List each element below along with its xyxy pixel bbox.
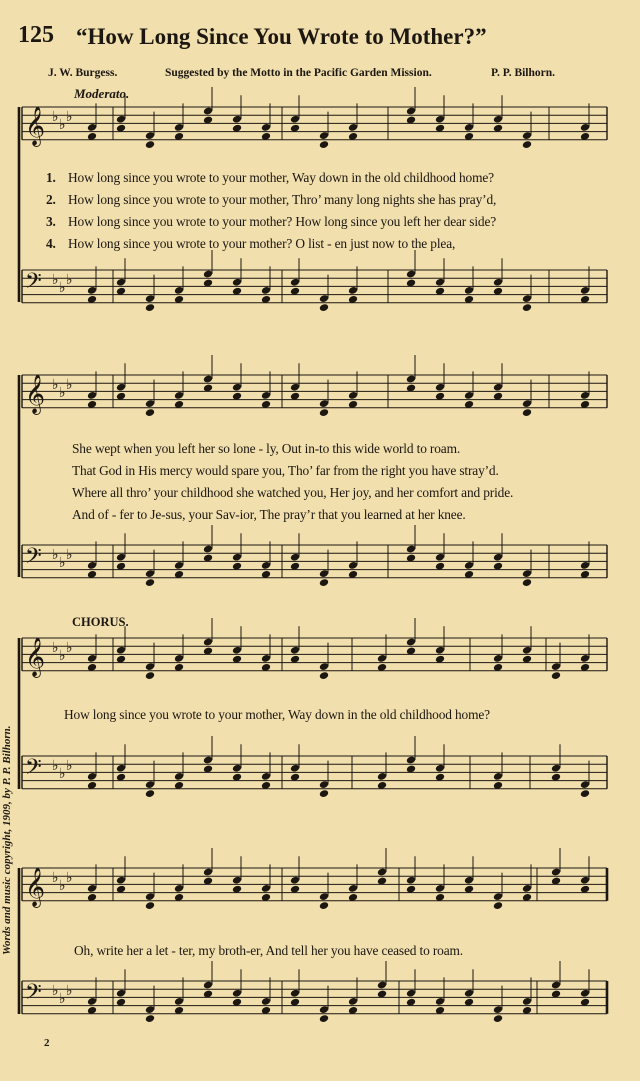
flat-icon: ♭ [66,547,73,563]
verse-number: 2. [46,192,56,207]
verse-line [46,192,496,208]
notehead [145,789,155,798]
notehead [319,303,329,312]
notehead [522,578,532,587]
verse-text: That God in His mercy would spare you, Tho’ far from the right you have stray’d. [72,463,499,478]
verse-text: How long since you wrote to your mother, Way down in the old childhood home? [68,170,494,185]
treble-clef-icon: 𝄞 [25,374,46,414]
flat-icon: ♭ [66,640,73,656]
chorus-text: Oh, write her a let - ter, my broth-er, And tell her you have ceased to roam. [74,943,463,958]
verse-text: How long since you wrote to your mother? O list - en just now to the plea, [68,236,456,251]
flat-icon: ♭ [52,758,59,774]
notehead [145,671,155,680]
notehead [522,303,532,312]
verse-text: Where all thro’ your childhood she watched you, Her joy, and her comfort and pride. [72,485,514,500]
flat-icon: ♭ [59,385,66,401]
notehead [319,408,329,417]
flat-icon: ♭ [66,758,73,774]
verse-number: 3. [46,214,56,229]
words-credit: J. W. Burgess. [48,67,118,79]
verse-number: 1. [46,170,56,185]
flat-icon: ♭ [52,272,59,288]
treble-clef-icon: 𝄞 [25,867,46,907]
hymn-title: “How Long Since You Wrote to Mother?” [76,24,487,49]
notehead [145,303,155,312]
verse-number: 4. [46,236,56,251]
chorus-label: CHORUS. [72,615,129,629]
notehead [319,140,329,149]
flat-icon: ♭ [52,109,59,125]
bass-clef-icon: 𝄢 [25,544,42,574]
notehead [145,1014,155,1023]
flat-icon: ♭ [59,991,66,1007]
notehead [145,901,155,910]
flat-icon: ♭ [52,547,59,563]
treble-clef-icon: 𝄞 [25,106,46,146]
flat-icon: ♭ [52,640,59,656]
flat-icon: ♭ [52,983,59,999]
notehead [319,901,329,910]
flat-icon: ♭ [59,766,66,782]
music-credit: P. P. Bilhorn. [491,67,556,79]
notehead [551,671,561,680]
bass-clef-icon: 𝄢 [25,269,42,299]
notehead [319,671,329,680]
flat-icon: ♭ [66,983,73,999]
notehead [522,140,532,149]
notehead [319,578,329,587]
flat-icon: ♭ [66,377,73,393]
motto-note: Suggested by the Motto in the Pacific Garden Mission. [165,67,432,79]
verse-line [46,214,496,230]
notehead [522,408,532,417]
notehead [580,789,590,798]
treble-clef-icon: 𝄞 [25,637,46,677]
notehead [493,1014,503,1023]
flat-icon: ♭ [66,870,73,886]
flat-icon: ♭ [52,377,59,393]
flat-icon: ♭ [59,555,66,571]
notehead [319,789,329,798]
flat-icon: ♭ [59,648,66,664]
copyright-notice: Words and music copyright, 1909, by P. P. Bilhorn. [1,725,13,955]
flat-icon: ♭ [59,117,66,133]
bass-clef-icon: 𝄢 [25,980,42,1010]
verse-line [46,170,494,186]
page-number: 2 [44,1037,50,1049]
notehead [493,901,503,910]
flat-icon: ♭ [59,280,66,296]
notehead [145,578,155,587]
flat-icon: ♭ [52,870,59,886]
chorus-text: How long since you wrote to your mother, Way down in the old childhood home? [64,707,490,722]
verse-line [46,236,455,252]
verse-text: How long since you wrote to your mother? How long since you left her dear side? [68,214,497,229]
hymn-number: 125 [18,22,54,48]
flat-icon: ♭ [59,878,66,894]
tempo-marking: Moderato. [74,86,130,101]
notehead [145,408,155,417]
verse-text: And of - fer to Je-sus, your Sav-ior, The pray’r that you learned at her knee. [72,507,466,522]
flat-icon: ♭ [66,272,73,288]
verse-text: How long since you wrote to your mother, Thro’ many long nights she has pray’d, [68,192,497,207]
notehead [319,1014,329,1023]
verse-text: She wept when you left her so lone - ly, Out in-to this wide world to roam. [72,441,461,456]
notehead [145,140,155,149]
bass-clef-icon: 𝄢 [25,755,42,785]
flat-icon: ♭ [66,109,73,125]
